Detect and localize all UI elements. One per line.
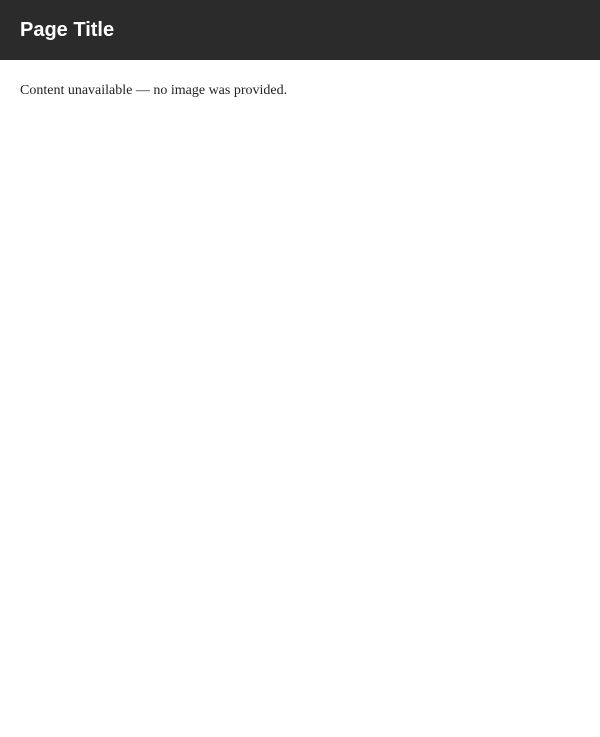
page-content xyxy=(0,60,600,737)
page-title: Page Title xyxy=(20,18,115,41)
body-text: Content unavailable — no image was provided. xyxy=(20,83,288,98)
page-header xyxy=(0,0,600,60)
